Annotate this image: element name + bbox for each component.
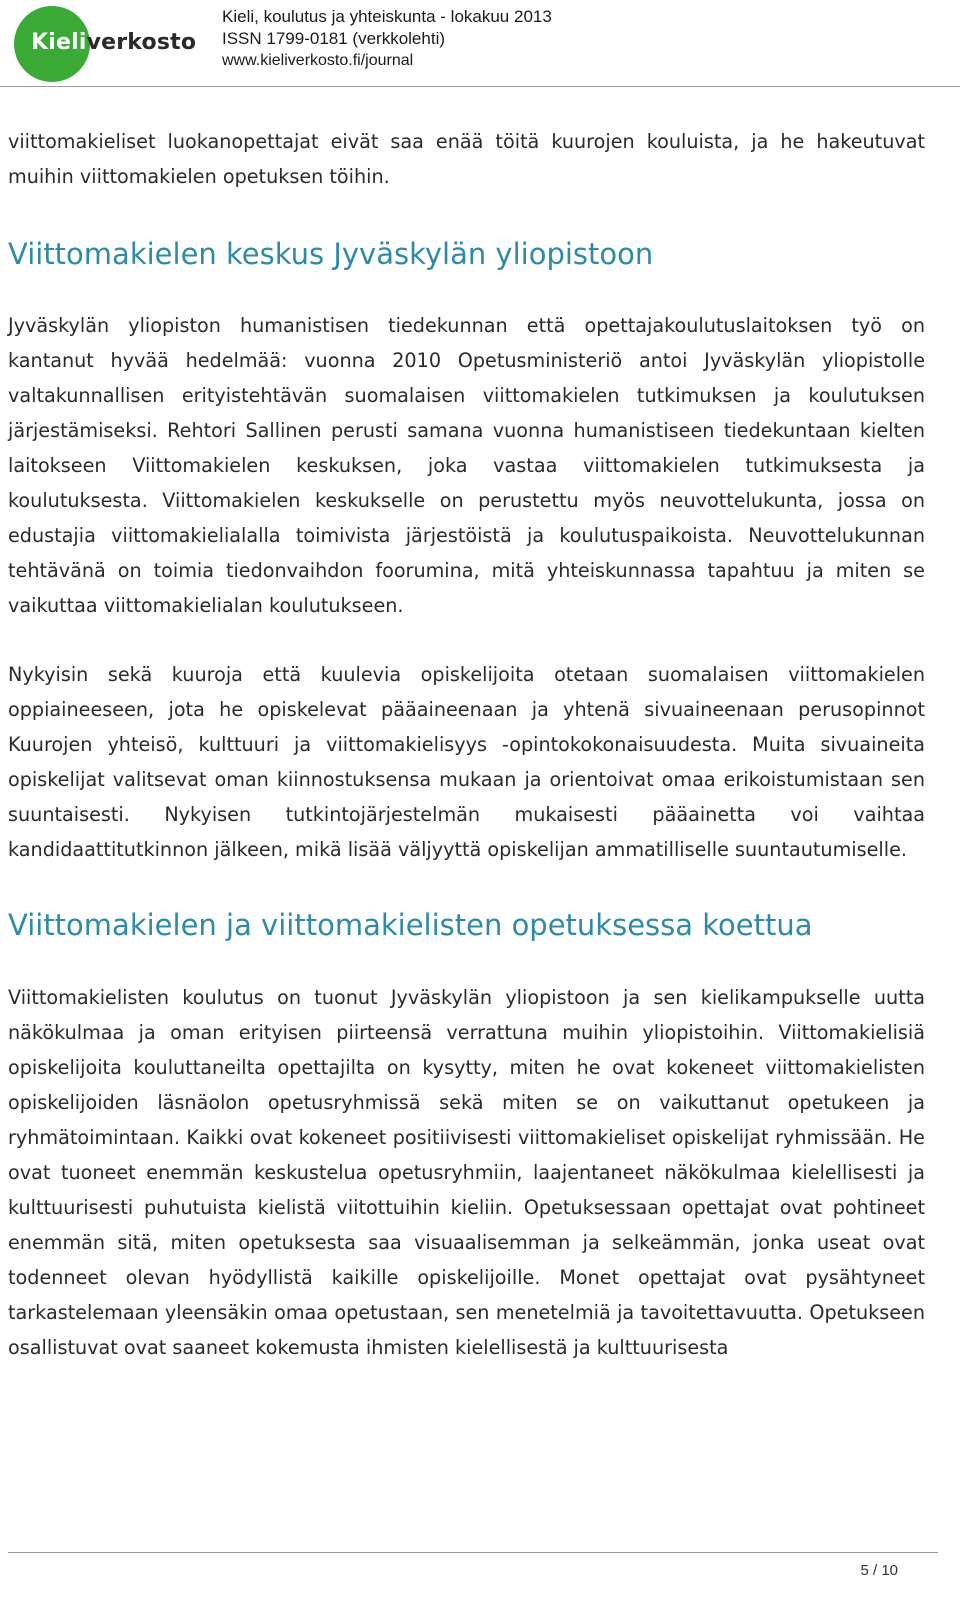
section-heading-keskus: Viittomakielen keskus Jyväskylän yliopistoon	[8, 237, 654, 271]
section1-paragraph-2: Nykyisin sekä kuuroja että kuulevia opiskelijoita otetaan suomalaisen viittomakielen oppiaineeseen, jota he opiskelevat pääaineenaan ja yhtenä sivuaineenaan perusopinnot Kuurojen yhteisö, kulttuuri ja viittomakielisyys -opintokokonaisuudesta. Muita sivuaineita opiskelijat valitsevat oman kiinnostuksensa mukaan ja orientoivat omaa erikoistumistaan sen suuntaisesti. Nykyisen tutkintojärjestelmän mukaisesti pääainetta voi vaihtaa kandidaattitutkinnon jälkeen, mikä lisää väljyyttä opiskelijan ammatilliselle suuntautumiselle.	[8, 663, 925, 861]
section-heading-opetuksessa: Viittomakielen ja viittomakielisten opetuksessa koettua	[8, 908, 813, 942]
spacer	[8, 274, 925, 308]
journal-issn: ISSN 1799-0181 (verkkolehti)	[222, 29, 446, 48]
logo-text-verkosto: verkosto	[86, 30, 197, 55]
page-number: 5 / 10	[860, 1562, 898, 1579]
journal-meta	[222, 6, 552, 72]
spacer	[8, 194, 925, 234]
logo-text-kieli: Kieli	[31, 30, 87, 55]
header-divider	[0, 86, 960, 87]
footer-divider	[8, 1552, 938, 1553]
journal-url: www.kieliverkosto.fi/journal	[222, 52, 414, 69]
page-header	[0, 0, 960, 88]
spacer	[8, 945, 925, 980]
journal-title-line: Kieli, koulutus ja yhteiskunta - lokakuu 2013	[222, 7, 552, 26]
article-body	[8, 124, 925, 1365]
kieliverkosto-logo	[31, 28, 196, 58]
intro-paragraph: viittomakieliset luokanopettajat eivät saa enää töitä kuurojen kouluista, ja he hakeutuvat muihin viittomakielen opetuksen töihin.	[8, 130, 925, 188]
spacer	[8, 867, 925, 905]
section2-paragraph-1: Viittomakielisten koulutus on tuonut Jyväskylän yliopistoon ja sen kielikampukselle uutta näkökulmaa ja oman erityisen piirteensä verrattuna muihin yliopistoihin. Viittomakielisiä opiskelijoita kouluttaneilta opettajilta on kysytty, miten he ovat kokeneet viittomakielisten opiskelijoiden läsnäolon opetusryhmissä sekä miten se on vaikuttanut opetukeen ja ryhmätoimintaan. Kaikki ovat kokeneet positiivisesti viittomakieliset opiskelijat ryhmissään. He ovat tuoneet enemmän keskustelua opetusryhmiin, laajentaneet näkökulmaa kielellisesti ja kulttuurisesti puhutuista kielistä viitottuihin kieliin. Opetuksessaan opettajat ovat pohtineet enemmän sitä, miten opetuksesta saa visuaalisemman ja selkeämmän, jonka useat ovat todenneet olevan hyödyllistä kaikille opiskelijoille. Monet opettajat ovat pysähtyneet tarkastelemaan yleensäkin omaa opetustaan, sen menetelmiä ja tavoitettavuutta. Opetukseen osallistuvat ovat saaneet kokemusta ihmisten kielellisestä ja kulttuurisesta	[8, 986, 925, 1359]
section1-paragraph-1: Jyväskylän yliopiston humanistisen tiedekunnan että opettajakoulutuslaitoksen työ on kantanut hyvää hedelmää: vuonna 2010 Opetusministeriö antoi Jyväskylän yliopistolle valtakunnallisen erityistehtävän suomalaisen viittomakielen tutkimuksen ja koulutuksen järjestämiseksi. Rehtori Sallinen perusti samana vuonna humanistiseen tiedekuntaan kielten laitokseen Viittomakielen keskuksen, joka vastaa viittomakielen tutkimuksesta ja koulutuksesta. Viittomakielen keskukselle on perustettu myös neuvottelukunta, jossa on edustajia viittomakielialalla toimivista järjestöistä ja koulutuspaikoista. Neuvottelukunnan tehtävänä on toimia tiedonvaihdon foorumina, mitä yhteiskunnassa tapahtuu ja miten se vaikuttaa viittomakielialan koulutukseen.	[8, 314, 925, 617]
spacer	[8, 623, 925, 657]
